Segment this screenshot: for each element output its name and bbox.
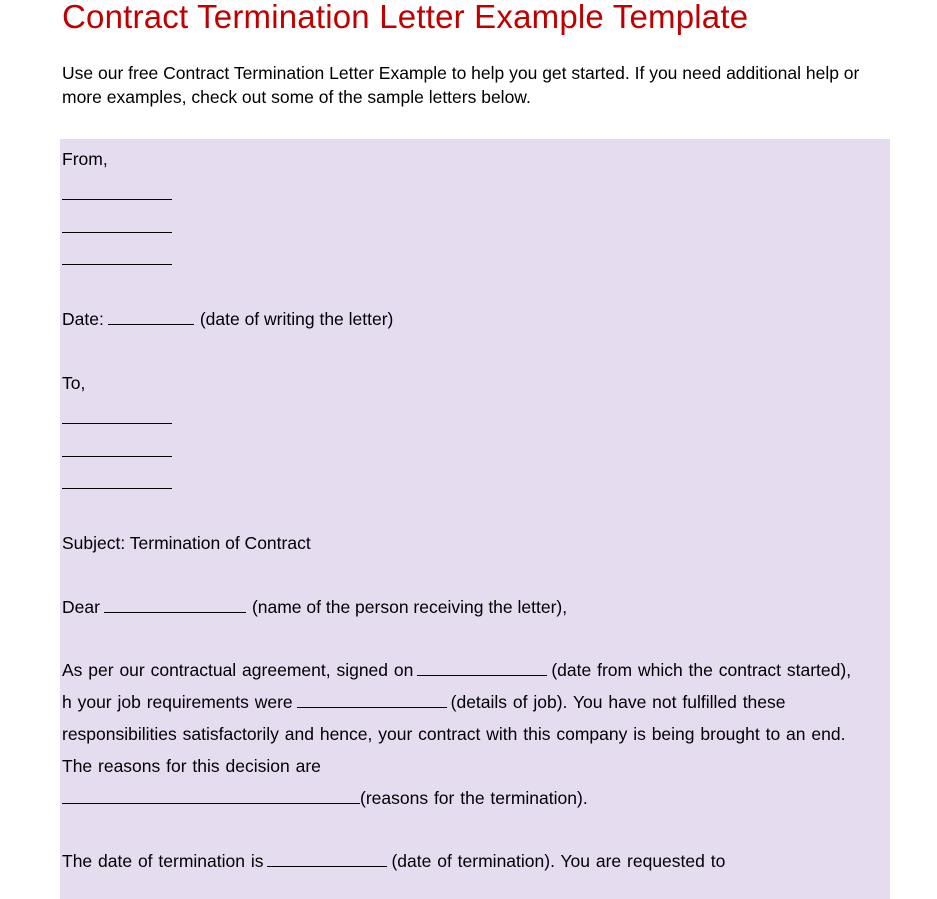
page-title: Contract Termination Letter Example Template [62,0,749,35]
intro-text: Use our free Contract Termination Letter Example to help you get started. If you need additional help or more examples, check out some of the sample letters below. [62,63,860,107]
from-address-blank [62,199,172,200]
para2-text-2: (date of termination). You are requested to [391,851,726,871]
dear-label: Dear [62,597,100,617]
from-address-blank [62,264,172,265]
to-address-blank [62,423,172,424]
body-paragraph-1 [62,654,862,814]
dear-note: (name of the person receiving the letter), [251,597,568,617]
to-label: To, [62,373,86,393]
date-note: (date of writing the letter) [199,309,394,329]
para1-text-2: (date from which the contract started), h your job requirements were [62,660,852,712]
from-label: From, [62,149,108,169]
date-blank [108,306,194,325]
to-address-blank [62,488,172,489]
reasons-blank [62,785,360,804]
date-label: Date: [62,309,104,329]
termination-date-blank [267,848,387,867]
contract-date-blank [417,657,547,676]
salutation-line [62,591,567,623]
para1-text-3: (details of job). You have not fulfilled these responsibilities satisfactorily and hence, your contract with this company is being brought to an end. The reasons for this decision are [62,692,846,776]
recipient-name-blank [104,594,246,613]
para2-text-1: The date of termination is [62,851,264,871]
date-line [62,303,393,335]
job-details-blank [297,689,447,708]
subject-line: Subject: Termination of Contract [62,533,311,553]
para1-text-4: (reasons for the termination). [360,788,588,808]
to-address-blank [62,456,172,457]
body-paragraph-2 [62,845,862,877]
letter-template-box [60,139,890,899]
from-address-blank [62,232,172,233]
para1-text-1: As per our contractual agreement, signed on [62,660,414,680]
